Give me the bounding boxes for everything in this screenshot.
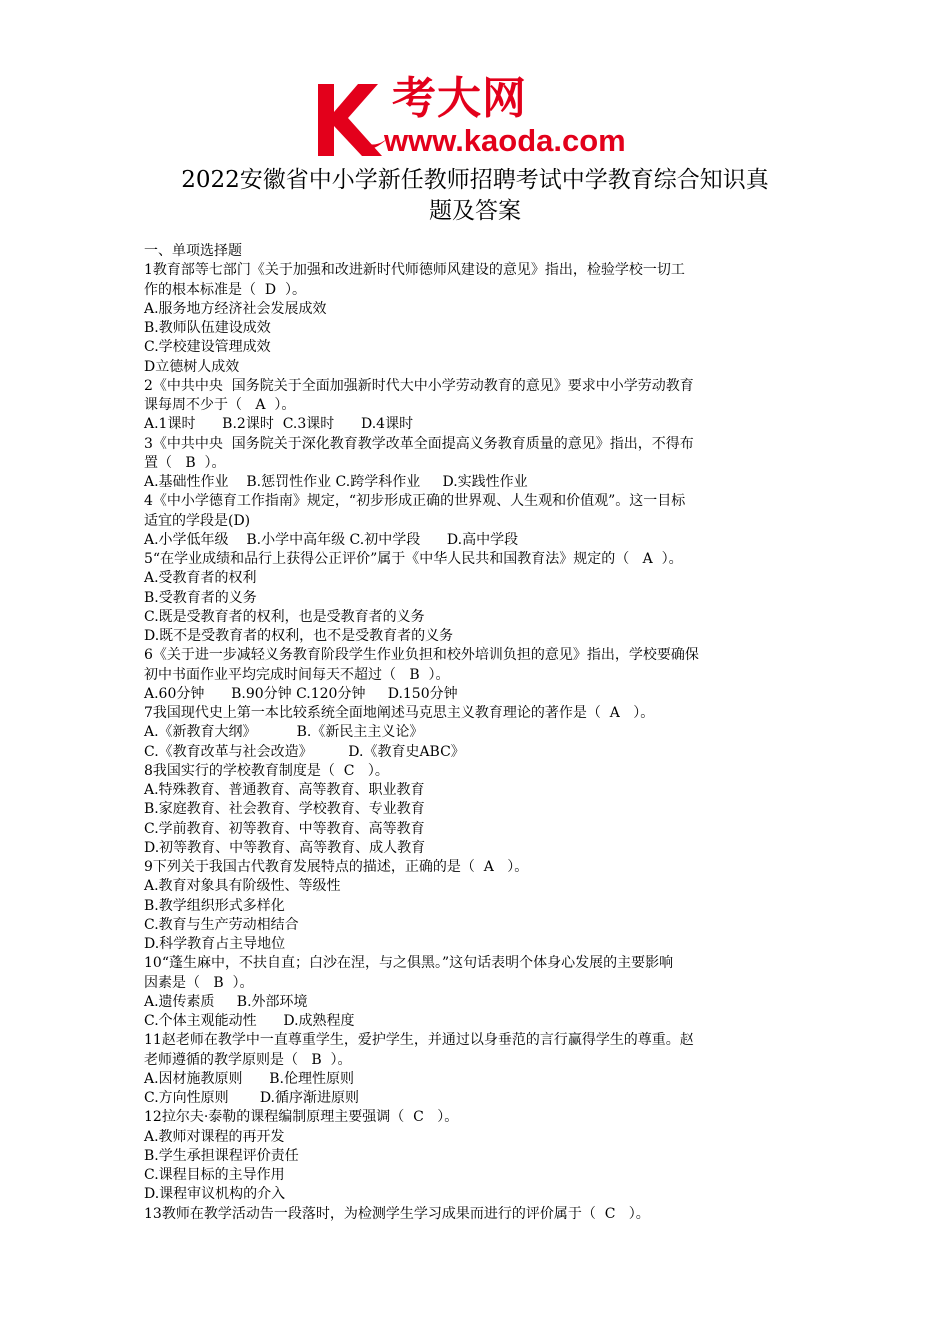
text-line: A.因材施教原则 B.伦理性原则 [144,1070,354,1087]
text-line: A.《新教育大纲》 B.《新民主主义论》 [144,724,424,741]
text-line: 8我国实行的学校教育制度是（ C ）。 [144,762,389,779]
text-line: 5“在学业成绩和品行上获得公正评价”属于《中华人民共和国教育法》规定的（ A ）。 [144,551,683,567]
text-line: 作的根本标准是（ D ）。 [144,281,307,298]
text-line: C.教育与生产劳动相结合 [144,916,299,933]
title-line: 2022安徽省中小学新任教师招聘考试中学教育综合知识真 [181,167,769,193]
text-line: C.方向性原则 D.循序渐进原则 [144,1090,359,1106]
text-line: A.1课时 B.2课时 C.3课时 D.4课时 [144,416,414,433]
text-line: 老师遵循的教学原则是（ B ）。 [144,1051,352,1068]
text-line: 适宜的学段是(D) [144,512,251,529]
kaoda-logo [312,73,642,160]
text-line: A.小学低年级 B.小学中高年级 C.初中学段 D.高中学段 [144,531,519,548]
text-line: 10“蓬生麻中，不扶自直；白沙在涅，与之俱黑。”这句话表明个体身心发展的主要影响 [144,955,674,972]
text-line: C.个体主观能动性 D.成熟程度 [144,1013,355,1029]
k-logo-icon [312,82,392,158]
text-line: 一、单项选择题 [144,243,242,259]
document-body [144,242,812,1224]
text-line: C.学校建设管理成效 [144,339,271,356]
text-line: B.教师队伍建设成效 [144,320,271,336]
text-line: A.特殊教育、普通教育、高等教育、职业教育 [144,782,425,798]
text-line: A.教育对象具有阶级性、等级性 [144,878,341,895]
document-title [120,165,830,227]
text-line: C.既是受教育者的权利，也是受教育者的义务 [144,608,425,625]
text-line: A.60分钟 B.90分钟 C.120分钟 D.150分钟 [144,685,458,702]
title-line: 题及答案 [429,198,521,224]
text-line: B.家庭教育、社会教育、学校教育、专业教育 [144,801,425,818]
text-line: 课每周不少于（ A ）。 [144,397,296,413]
text-line: 12拉尔夫·泰勒的课程编制原理主要强调（ C ）。 [144,1109,459,1126]
text-line: C.学前教育、初等教育、中等教育、高等教育 [144,820,425,837]
text-line: 9下列关于我国古代教育发展特点的描述，正确的是（ A ）。 [144,859,529,875]
text-line: A.服务地方经济社会发展成效 [144,300,327,317]
text-line: 13教师在教学活动告一段落时，为检测学生学习成果而进行的评价属于（ C ）。 [144,1205,650,1222]
text-line: 7我国现代史上第一本比较系统全面地阐述马克思主义教育理论的著作是（ A ）。 [144,705,655,721]
text-line: 6《关于进一步减轻义务教育阶段学生作业负担和校外培训负担的意见》指出，学校要确保 [144,647,699,664]
text-line: 11赵老师在教学中一直尊重学生，爱护学生，并通过以身垂范的言行赢得学生的尊重。赵 [144,1032,694,1049]
text-line: 置（ B ）。 [144,454,226,471]
text-line: D.科学教育占主导地位 [144,936,286,952]
text-line: 4《中小学德育工作指南》规定，“初步形成正确的世界观、人生观和价值观”。这一目标 [144,493,686,510]
logo-url: www.kaoda.com [384,123,626,158]
text-line: 初中书面作业平均完成时间每天不超过（ B ）。 [144,666,450,683]
text-line: D立德树人成效 [144,358,240,375]
text-line: A.遗传素质 B.外部环境 [144,993,308,1010]
text-line: B.教学组织形式多样化 [144,897,285,914]
text-line: A.基础性作业 B.惩罚性作业 C.跨学科作业 D.实践性作业 [144,474,528,490]
logo-chinese-name: 考大网 [392,73,527,124]
text-line: 3《中共中央 国务院关于深化教育教学改革全面提高义务教育质量的意见》指出，不得布 [144,435,694,452]
text-line: C.课程目标的主导作用 [144,1167,285,1183]
text-line: D.课程审议机构的介入 [144,1186,286,1203]
text-line: D.既不是受教育者的权利，也不是受教育者的义务 [144,628,454,644]
text-line: A.受教育者的权利 [144,570,257,587]
text-line: C.《教育改革与社会改造》 D.《教育史ABC》 [144,743,465,760]
text-line: D.初等教育、中等教育、高等教育、成人教育 [144,839,426,856]
text-line: 1教育部等七部门《关于加强和改进新时代师德师风建设的意见》指出，检验学校一切工 [144,262,685,279]
text-line: 因素是（ B ）。 [144,974,254,991]
text-line: B.学生承担课程评价责任 [144,1147,299,1164]
text-line: A.教师对课程的再开发 [144,1128,285,1145]
text-line: B.受教育者的义务 [144,589,257,606]
text-line: 2《中共中央 国务院关于全面加强新时代大中小学劳动教育的意见》要求中小学劳动教育 [144,377,694,394]
